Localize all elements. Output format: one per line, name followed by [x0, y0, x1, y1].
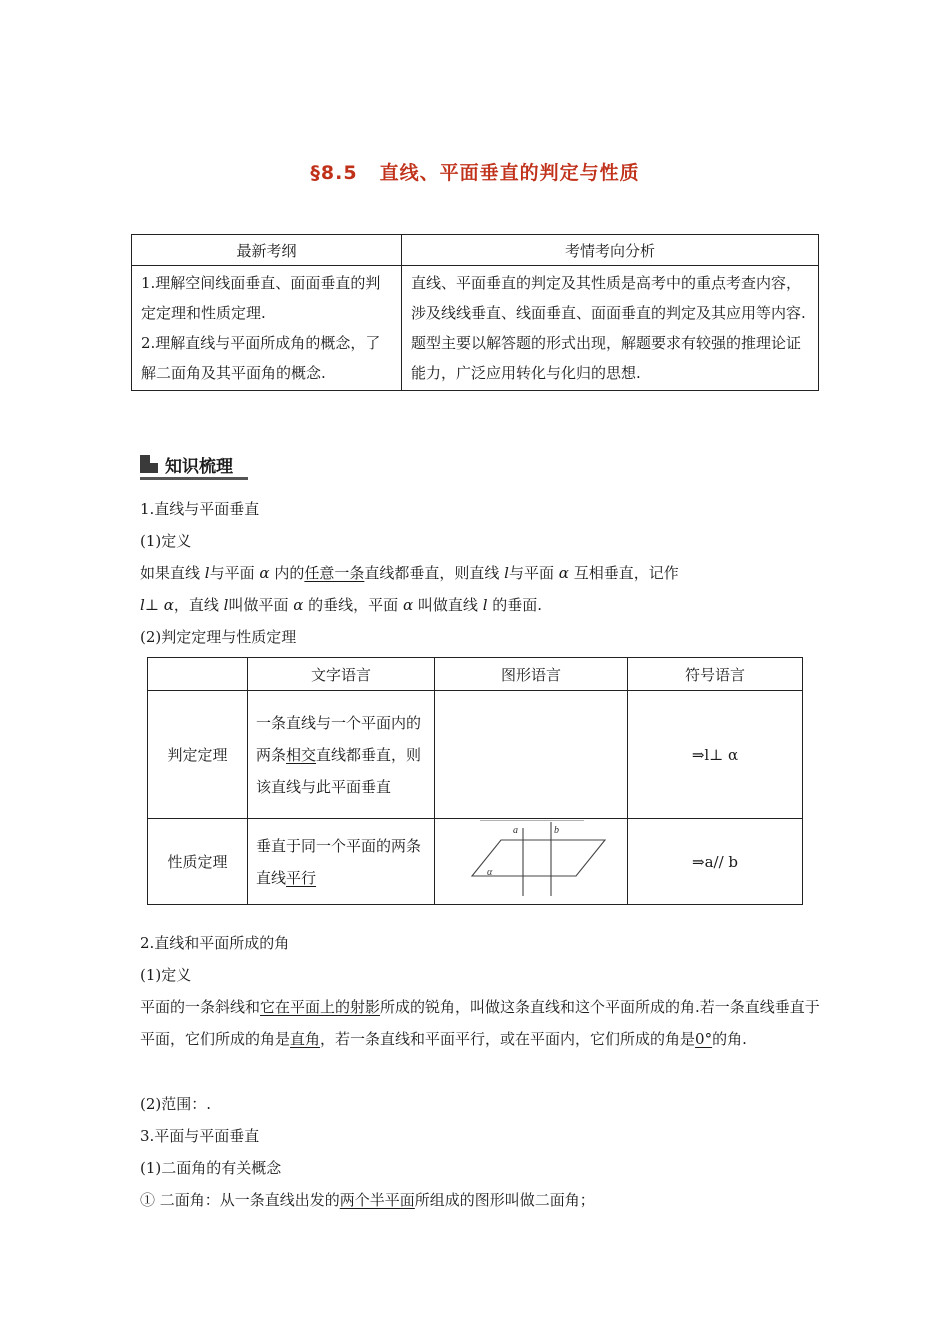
judgement-theorem-text: 一条直线与一个平面内的两条相交直线都垂直，则该直线与此平面垂直 [248, 691, 435, 819]
property-theorem-label: 性质定理 [148, 819, 248, 905]
title-text: 直线、平面垂直的判定与性质 [379, 162, 640, 184]
section-square-icon [140, 455, 158, 473]
s3-sub-heading: (1)二面角的有关概念 [140, 1159, 282, 1177]
knowledge-section-header [140, 450, 250, 478]
syllabus-header-left: 最新考纲 [132, 235, 402, 266]
judgement-theorem-figure [435, 691, 628, 819]
syllabus-item-2: 2.理解直线与平面所成角的概念，了解二面角及其平面角的概念. [141, 334, 381, 382]
label-b: b [554, 824, 559, 836]
property-theorem-figure-cell [435, 819, 628, 905]
judgement-theorem-label: 判定定理 [148, 691, 248, 819]
s2-def-label: (1)定义 [140, 966, 192, 984]
theorem-table [147, 657, 803, 905]
theorem-header-figure: 图形语言 [435, 658, 628, 691]
s1-def-label: (1)定义 [140, 532, 192, 550]
page-title [0, 158, 950, 185]
section-header-text: 知识梳理 [165, 456, 233, 477]
syllabus-right-cell: 直线、平面垂直的判定及其性质是高考中的重点考查内容，涉及线线垂直、线面垂直、面面垂直的判定及其应用等内容.题型主要以解答题的形式出现，解题要求有较强的推理论证能力，广泛应用转化与化归的思想. [402, 266, 819, 391]
theorem-header-symbol: 符号语言 [628, 658, 803, 691]
s2-range: (2)范围：. [140, 1095, 212, 1113]
syllabus-item-1: 1.理解空间线面垂直、面面垂直的判定定理和性质定理. [141, 274, 381, 322]
s1-theorem-label: (2)判定定理与性质定理 [140, 628, 297, 646]
section-number: §8.5 [310, 162, 358, 184]
label-alpha: α [487, 866, 493, 878]
syllabus-header-right: 考情考向分析 [402, 235, 819, 266]
plane-with-perpendicular-lines-diagram [435, 820, 627, 904]
theorem-header-text: 文字语言 [248, 658, 435, 691]
syllabus-left-cell [132, 266, 402, 391]
theorem-header-blank [148, 658, 248, 691]
s3-item-1: ① 二面角：从一条直线出发的两个半平面所组成的图形叫做二面角； [140, 1191, 595, 1209]
section-header-underline [140, 477, 248, 480]
judgement-theorem-symbol: ⇒l⊥ α [628, 691, 803, 819]
property-theorem-symbol: ⇒a// b [628, 819, 803, 905]
s1-definition: 如果直线 l与平面 α 内的任意一条直线都垂直，则直线 l与平面 α 互相垂直，记作 l⊥ α，直线 l叫做平面 α 的垂线，平面 α 叫做直线 l 的垂面. [140, 564, 679, 614]
s1-heading: 1.直线与平面垂直 [140, 500, 260, 518]
s3-heading: 3.平面与平面垂直 [140, 1127, 260, 1145]
s2-heading: 2.直线和平面所成的角 [140, 934, 290, 952]
label-a: a [513, 824, 518, 836]
s2-definition: 平面的一条斜线和它在平面上的射影所成的锐角，叫做这条直线和这个平面所成的角.若一条直线垂直于平面，它们所成的角是直角，若一条直线和平面平行，或在平面内，它们所成的角是0°的角. [140, 998, 820, 1048]
property-theorem-text: 垂直于同一个平面的两条直线平行 [248, 819, 435, 905]
syllabus-table [131, 234, 819, 391]
parallel-lines-figure [435, 820, 627, 904]
